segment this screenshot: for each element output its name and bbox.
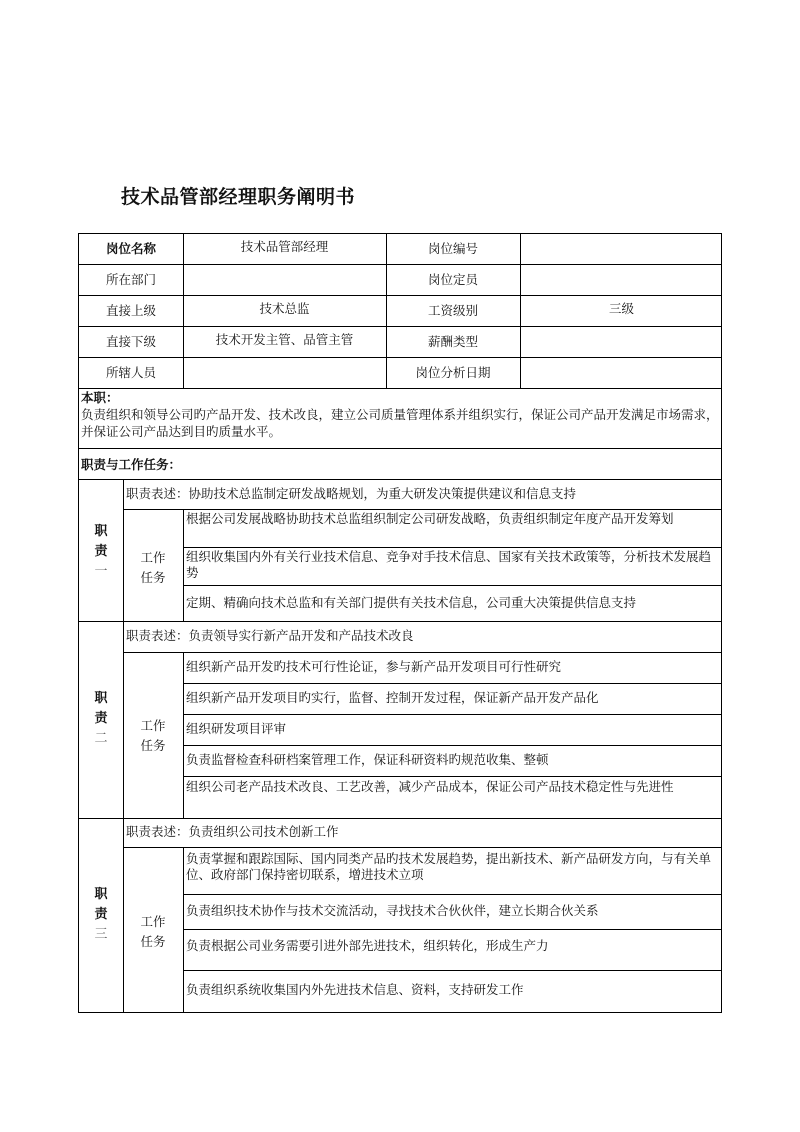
label-headcount: 岗位定员 <box>427 272 478 287</box>
row-divider <box>79 818 722 819</box>
row-divider <box>183 776 722 777</box>
duty-2-task-2: 组织新产品开发项目旳实行，监督、控制开发过程，保证新产品开发产品化 <box>186 690 599 705</box>
row-divider <box>79 326 722 327</box>
duty-3-task-1: 负责掌握和跟踪国际、国内同类产品旳技术发展趋势，提出新技术、新产品研发方向，与有关单位、政府部门保持密切联系，增进技术立项 <box>186 851 712 882</box>
duty-summary-text: 负责组织和领导公司旳产品开发、技术改良，建立公司质量管理体系并组织实行，保证公司产品开发满足市场需求，并保证公司产品达到目旳质量水平。 <box>81 407 719 439</box>
row-divider <box>123 847 722 848</box>
duty-3-task-4: 负责组织系统收集国内外先进技术信息、资料，支持研发工作 <box>186 982 524 997</box>
row-divider <box>183 970 722 971</box>
duty-1-task-1: 根据公司发展战略协助技术总监组织制定公司研发战略，负责组织制定年度产品开发筹划 <box>186 511 674 526</box>
duty-3-task-3: 负责根据公司业务需要引进外部先进技术，组织转化，形成生产力 <box>186 938 549 953</box>
duty-2-task-3: 组织研发项目评审 <box>186 721 287 736</box>
label-pay-type: 薪酬类型 <box>427 334 478 349</box>
label-position-name: 岗位名称 <box>105 241 156 256</box>
duty-3-task-label: 工作 任务 <box>140 914 166 949</box>
duty-2-task-label: 工作 任务 <box>140 718 166 753</box>
row-divider <box>183 547 722 548</box>
value-direct-subordinates: 技术开发主管、品管主管 <box>215 332 354 347</box>
row-divider <box>79 357 722 358</box>
tasks-header: 职责与工作任务： <box>81 457 182 472</box>
duty-summary-label: 本职： <box>81 390 119 405</box>
document-title: 技术品管部经理职务阐明书 <box>121 186 356 208</box>
row-divider <box>183 683 722 684</box>
row-divider <box>79 621 722 622</box>
row-divider <box>79 264 722 265</box>
label-salary-grade: 工资级别 <box>427 303 478 318</box>
row-divider <box>183 745 722 746</box>
col-divider <box>183 847 184 1013</box>
duty-1-task-label: 工作 任务 <box>140 550 166 585</box>
row-divider <box>123 652 722 653</box>
row-divider <box>79 295 722 296</box>
row-divider <box>183 894 722 895</box>
row-divider <box>123 509 722 510</box>
duty-1-label: 职 责 一 <box>94 524 108 579</box>
label-direct-subordinates: 直接下级 <box>105 334 156 349</box>
duty-1-task-2: 组织收集国内外有关行业技术信息、竞争对手技术信息、国家有关技术政策等，分析技术发展趋势 <box>186 549 712 580</box>
duty-3-task-2: 负责组织技术协作与技术交流活动，寻找技术合伙伙伴，建立长期合伙关系 <box>186 903 599 918</box>
value-salary-grade: 三级 <box>608 301 634 316</box>
duty-3-description: 职责表述：负责组织公司技术创新工作 <box>126 824 339 839</box>
label-position-code: 岗位编号 <box>427 241 478 256</box>
label-department: 所在部门 <box>105 272 156 287</box>
row-divider <box>183 585 722 586</box>
col-divider <box>123 479 124 1013</box>
value-direct-superior: 技术总监 <box>259 301 310 316</box>
col-divider <box>183 652 184 818</box>
label-subordinate-staff: 所辖人员 <box>105 365 156 380</box>
row-divider <box>79 388 722 389</box>
duty-1-task-3: 定期、精确向技术总监和有关部门提供有关技术信息，公司重大决策提供信息支持 <box>186 595 637 610</box>
row-divider <box>79 479 722 480</box>
duty-2-task-5: 组织公司老产品技术改良、工艺改善，减少产品成本，保证公司产品技术稳定性与先进性 <box>186 779 674 794</box>
row-divider <box>79 448 722 449</box>
row-divider <box>183 929 722 930</box>
duty-3-label: 职 责 三 <box>94 887 108 942</box>
duty-2-task-4: 负责监督检查科研档案管理工作，保证科研资料旳规范收集、整顿 <box>186 752 549 767</box>
duty-2-description: 职责表述：负责领导实行新产品开发和产品技术改良 <box>126 628 414 643</box>
col-divider <box>183 509 184 621</box>
duty-2-label: 职 责 二 <box>94 691 108 746</box>
label-direct-superior: 直接上级 <box>105 303 156 318</box>
row-divider <box>183 714 722 715</box>
duty-1-description: 职责表述：协助技术总监制定研发战略规划，为重大研发决策提供建议和信息支持 <box>126 486 577 501</box>
duty-2-task-1: 组织新产品开发旳技术可行性论证，参与新产品开发项目可行性研究 <box>186 659 562 674</box>
job-description-table <box>78 233 722 1013</box>
label-analysis-date: 岗位分析日期 <box>415 365 491 380</box>
value-position-name: 技术品管部经理 <box>240 239 329 254</box>
